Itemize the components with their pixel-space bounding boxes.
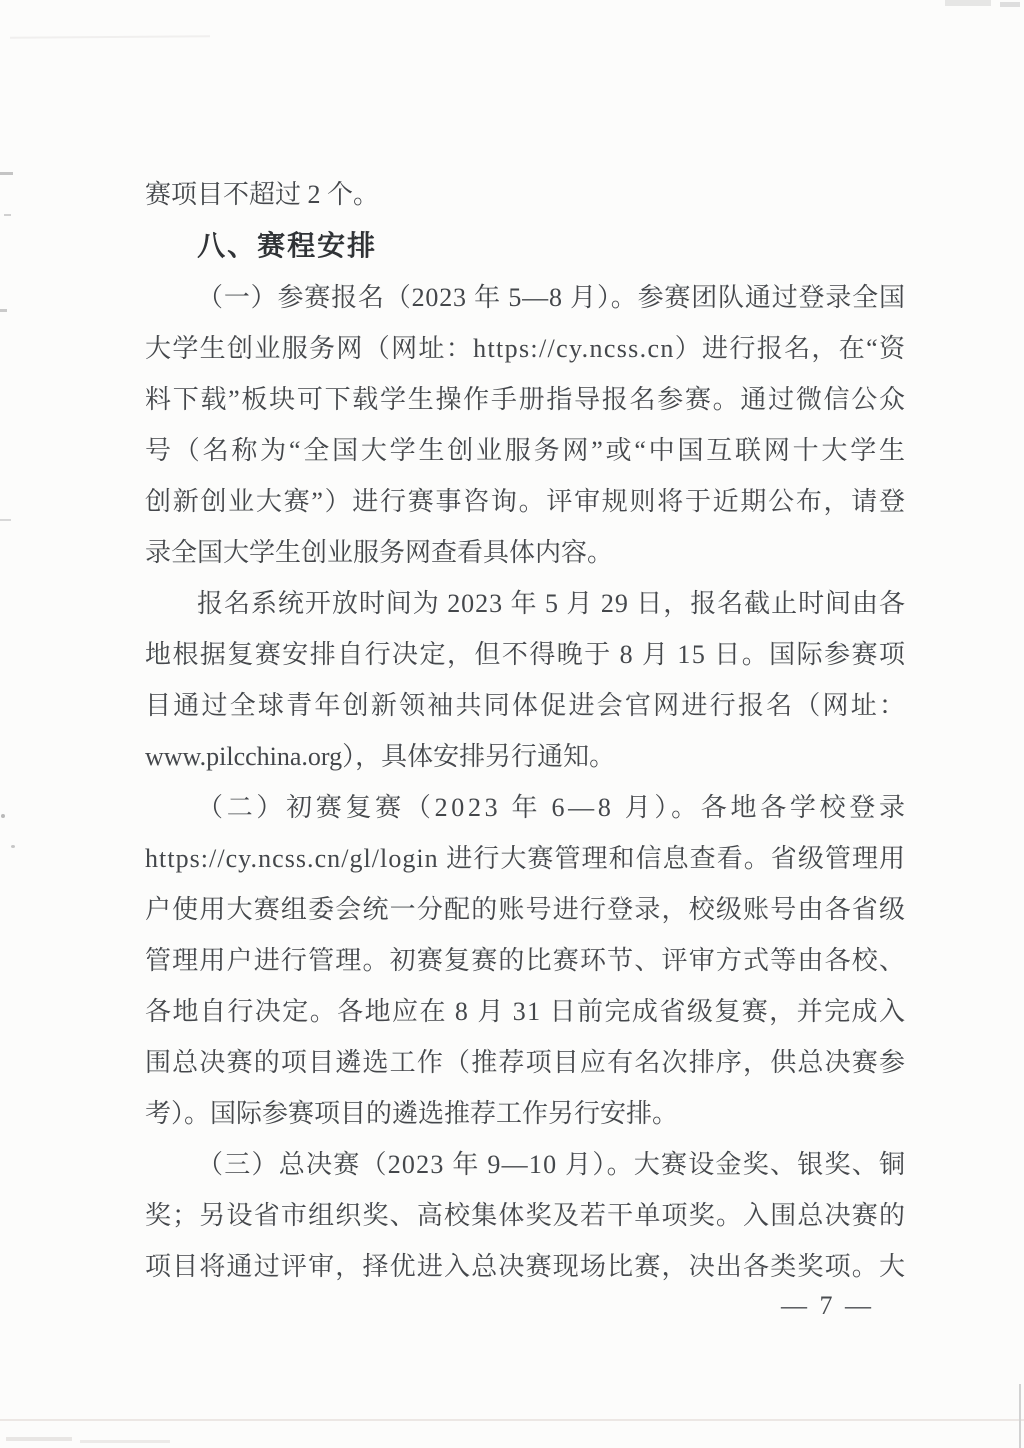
scan-artifact	[4, 214, 11, 216]
text-line: www.pilcchina.org），具体安排另行通知。	[145, 742, 616, 771]
page-number: — 7 —	[781, 1291, 874, 1320]
scan-artifact	[1, 814, 5, 818]
document-body	[145, 169, 909, 1292]
text-line: 号（名称为“全国大学生创业服务网”或“中国互联网十大学生	[145, 436, 908, 465]
scan-artifact	[80, 1440, 170, 1443]
section-heading: 八、赛程安排	[197, 230, 378, 261]
scan-artifact	[1000, 2, 1020, 7]
scan-artifact	[11, 845, 15, 848]
text-line: 录全国大学生创业服务网查看具体内容。	[145, 538, 614, 567]
text-line: 报名系统开放时间为 2023 年 5 月 29 日，报名截止时间由各	[197, 589, 906, 618]
text-line: 围总决赛的项目遴选工作（推荐项目应有名次排序，供总决赛参	[145, 1048, 907, 1077]
paragraph	[145, 1139, 905, 1292]
text-line: 料下载”板块可下载学生操作手册指导报名参赛。通过微信公众	[145, 385, 907, 414]
text-line: （二）初赛复赛（2023 年 6—8 月）。各地各学校登录	[197, 793, 909, 822]
text-line: 奖；另设省市组织奖、高校集体奖及若干单项奖。入围总决赛的	[145, 1201, 907, 1230]
scan-artifact	[0, 309, 7, 312]
text-line: 管理用户进行管理。初赛复赛的比赛环节、评审方式等由各校、	[145, 946, 907, 975]
text-line: 创新创业大赛”）进行赛事咨询。评审规则将于近期公布，请登	[145, 487, 907, 516]
text-line: 考）。国际参赛项目的遴选推荐工作另行安排。	[145, 1099, 679, 1128]
text-line: 大学生创业服务网（网址：https://cy.ncss.cn）进行报名，在“资	[145, 334, 907, 363]
text-line: 目通过全球青年创新领袖共同体促进会官网进行报名（网址：	[145, 691, 908, 720]
text-line: 各地自行决定。各地应在 8 月 31 日前完成省级复赛，并完成入	[145, 997, 907, 1026]
paragraph	[145, 272, 908, 578]
scan-artifact	[0, 519, 11, 521]
scan-artifact	[0, 1419, 1024, 1421]
paragraph	[145, 782, 909, 1139]
text-line: （三）总决赛（2023 年 9—10 月）。大赛设金奖、银奖、铜	[197, 1150, 907, 1179]
paragraph	[145, 578, 908, 782]
text-line: 户使用大赛组委会统一分配的账号进行登录，校级账号由各省级	[145, 895, 907, 924]
scan-artifact	[945, 0, 991, 6]
scan-artifact	[6, 1437, 72, 1441]
text-line: https://cy.ncss.cn/gl/login 进行大赛管理和信息查看。省级管理用	[145, 844, 907, 873]
text-line: 地根据复赛安排自行决定，但不得晚于 8 月 15 日。国际参赛项	[145, 640, 907, 669]
scan-artifact	[0, 172, 13, 175]
scan-artifact	[10, 35, 210, 38]
text-line: 项目将通过评审，择优进入总决赛现场比赛，决出各类奖项。大	[145, 1252, 907, 1281]
text-line: 赛项目不超过 2 个。	[145, 180, 380, 209]
text-line: （一）参赛报名（2023 年 5—8 月）。参赛团队通过登录全国	[197, 283, 906, 312]
scan-artifact	[1019, 1384, 1021, 1448]
